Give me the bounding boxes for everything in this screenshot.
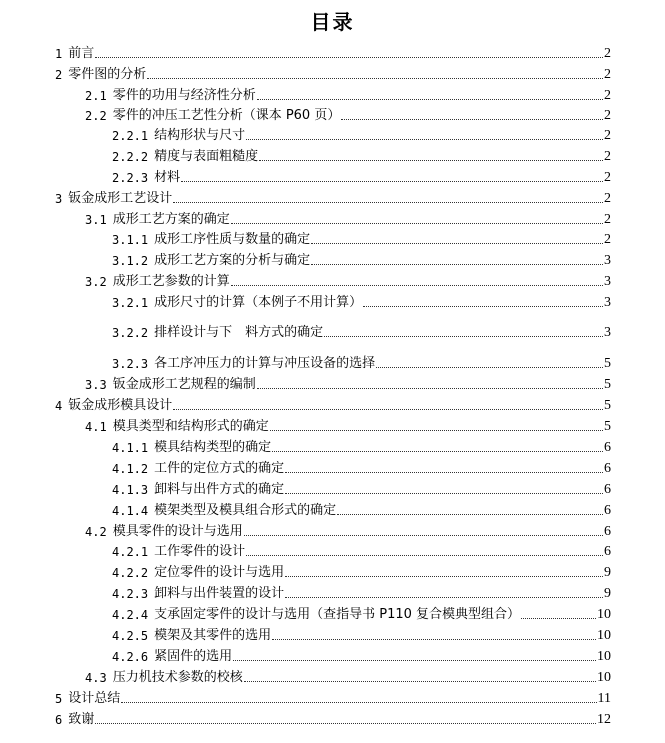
- toc-entry-label: 定位零件的设计与选用: [154, 565, 285, 580]
- toc-entry-label: 零件的功用与经济性分析: [112, 88, 256, 103]
- dot-leader: [233, 660, 596, 661]
- toc-entry[interactable]: [85, 415, 611, 435]
- toc-entry-page-number: 6: [604, 482, 611, 497]
- dot-leader: [376, 367, 603, 368]
- dot-leader: [147, 78, 603, 79]
- toc-entry-number: 3.2.1: [112, 296, 149, 310]
- toc-entry-page-number: 2: [604, 212, 611, 227]
- toc-entry-label: 零件的冲压工艺性分析（课本 P60 页）: [112, 108, 341, 123]
- toc-entry-page-number: 5: [604, 419, 611, 434]
- dot-leader: [324, 336, 603, 337]
- dot-leader: [95, 723, 596, 724]
- toc-entry-page-number: 9: [604, 565, 611, 580]
- toc-entry-number: 4.2: [85, 525, 107, 539]
- toc-entry[interactable]: [55, 708, 611, 728]
- toc-entry-label: 压力机技术参数的校核: [112, 670, 243, 685]
- toc-entry-number: 4.1.3: [112, 483, 149, 497]
- toc-entry-number: 2.2.1: [112, 129, 149, 143]
- toc-entry[interactable]: [112, 145, 611, 165]
- toc-entry-page-number: 12: [597, 712, 611, 727]
- toc-entry-number: 4.2.4: [112, 608, 149, 622]
- toc-entry-page-number: 10: [597, 607, 611, 622]
- toc-entry-label: 成形工艺方案的分析与确定: [154, 253, 311, 268]
- toc-entry-number: 4: [55, 399, 63, 413]
- toc-entry-label: 结构形状与尺寸: [154, 128, 246, 143]
- dot-leader: [257, 388, 603, 389]
- toc-entry-page-number: 3: [604, 274, 611, 289]
- toc-entry[interactable]: [85, 520, 611, 540]
- toc-entry-label: 成形工艺方案的确定: [112, 212, 230, 227]
- dot-leader: [173, 202, 603, 203]
- toc-entry[interactable]: [55, 394, 611, 414]
- toc-entry-label: 钣金成形模具设计: [68, 398, 173, 413]
- toc-entry-page-number: 2: [604, 67, 611, 82]
- toc-entry-label: 支承固定零件的设计与选用（查指导书 P110 复合模典型组合）: [154, 607, 521, 622]
- dot-leader: [257, 99, 603, 100]
- toc-entry-number: 6: [55, 713, 63, 727]
- toc-entry-page-number: 6: [604, 544, 611, 559]
- toc-entry-number: 4.2.3: [112, 587, 149, 601]
- toc-entry-label: 材料: [154, 170, 181, 185]
- toc-entry-label: 设计总结: [68, 691, 121, 706]
- toc-entry-label: 钣金成形工艺设计: [68, 191, 173, 206]
- toc-entry-page-number: 2: [604, 149, 611, 164]
- toc-entry-page-number: 10: [597, 649, 611, 664]
- toc-entry-number: 3: [55, 192, 63, 206]
- dot-leader: [246, 555, 603, 556]
- toc-entry-number: 5: [55, 692, 63, 706]
- toc-entry-number: 2.2.2: [112, 150, 149, 164]
- toc-entry-page-number: 6: [604, 524, 611, 539]
- page-title: 目录: [310, 10, 355, 34]
- toc-entry-number: 3.3: [85, 378, 107, 392]
- toc-entry-page-number: 6: [604, 461, 611, 476]
- toc-entry[interactable]: [85, 666, 611, 686]
- toc-entry-number: 2.1: [85, 89, 107, 103]
- toc-entry-number: 4.1.2: [112, 462, 149, 476]
- toc-entry[interactable]: [112, 228, 611, 248]
- toc-entry[interactable]: [55, 42, 611, 62]
- toc-entry-number: 4.1: [85, 420, 107, 434]
- toc-entry[interactable]: [112, 603, 611, 623]
- toc-entry-number: 4.2.5: [112, 629, 149, 643]
- dot-leader: [337, 514, 603, 515]
- toc-entry-label: 成形工序性质与数量的确定: [154, 232, 311, 247]
- toc-entry[interactable]: [85, 104, 611, 124]
- toc-entry[interactable]: [112, 582, 611, 602]
- dot-leader: [231, 285, 603, 286]
- dot-leader: [285, 576, 603, 577]
- dot-leader: [244, 681, 596, 682]
- toc-entry-page-number: 2: [604, 108, 611, 123]
- toc-entry[interactable]: [55, 63, 611, 83]
- toc-entry-number: 4.2.1: [112, 545, 149, 559]
- dot-leader: [272, 451, 603, 452]
- toc-entry-page-number: 9: [604, 586, 611, 601]
- toc-entry-page-number: 3: [604, 325, 611, 340]
- toc-entry[interactable]: [112, 249, 611, 269]
- toc-entry-page-number: 5: [604, 356, 611, 371]
- toc-entry-page-number: 10: [597, 670, 611, 685]
- toc-entry-page-number: 2: [604, 88, 611, 103]
- toc-entry-number: 4.1.1: [112, 441, 149, 455]
- toc-entry[interactable]: [85, 270, 611, 290]
- toc-entry[interactable]: [55, 687, 611, 707]
- toc-entry-page-number: 5: [604, 398, 611, 413]
- toc-entry-page-number: 3: [604, 295, 611, 310]
- dot-leader: [244, 535, 603, 536]
- toc-entry[interactable]: [112, 478, 611, 498]
- toc-entry-number: 2.2: [85, 109, 107, 123]
- dot-leader: [231, 223, 603, 224]
- toc-entry[interactable]: [112, 624, 611, 644]
- dot-leader: [311, 264, 603, 265]
- toc-entry-number: 2: [55, 68, 63, 82]
- toc-entry-page-number: 5: [604, 377, 611, 392]
- toc-entry-page-number: 10: [597, 628, 611, 643]
- dot-leader: [272, 639, 596, 640]
- toc-entry-label: 排样设计与下 料方式的确定: [154, 325, 324, 340]
- toc-entry-page-number: 2: [604, 46, 611, 61]
- toc-entry-label: 成形尺寸的计算（本例子不用计算）: [154, 295, 363, 310]
- dot-leader: [341, 119, 603, 120]
- toc-entry-label: 精度与表面粗糙度: [154, 149, 259, 164]
- toc-entry-number: 1: [55, 47, 63, 61]
- toc-entry-number: 3.1: [85, 213, 107, 227]
- toc-entry-label: 前言: [68, 46, 95, 61]
- toc-entry-page-number: 2: [604, 128, 611, 143]
- toc-entry-label: 致谢: [68, 712, 95, 727]
- toc-entry-page-number: 6: [604, 440, 611, 455]
- toc-entry-number: 4.2.6: [112, 650, 149, 664]
- dot-leader: [270, 430, 603, 431]
- toc-entry-label: 模架类型及模具组合形式的确定: [154, 503, 337, 518]
- toc-entry-label: 模具类型和结构形式的确定: [112, 419, 269, 434]
- toc-entry-number: 3.1.1: [112, 233, 149, 247]
- toc-entry[interactable]: [112, 166, 611, 186]
- dot-leader: [521, 618, 596, 619]
- toc-entry-number: 4.1.4: [112, 504, 149, 518]
- toc-entry[interactable]: [112, 645, 611, 665]
- toc-entry-page-number: 6: [604, 503, 611, 518]
- toc-entry-number: 2.2.3: [112, 171, 149, 185]
- toc-entry-label: 工件的定位方式的确定: [154, 461, 285, 476]
- toc-entry[interactable]: [85, 84, 611, 104]
- toc-entry-number: 3.1.2: [112, 254, 149, 268]
- dot-leader: [285, 493, 603, 494]
- dot-leader: [246, 139, 603, 140]
- toc-entry[interactable]: [112, 321, 611, 341]
- dot-leader: [285, 597, 603, 598]
- dot-leader: [363, 306, 603, 307]
- dot-leader: [181, 181, 603, 182]
- toc-entry[interactable]: [112, 352, 611, 372]
- toc-entry[interactable]: [112, 540, 611, 560]
- toc-entry[interactable]: [112, 436, 611, 456]
- dot-leader: [95, 57, 603, 58]
- toc-entry-label: 钣金成形工艺规程的编制: [112, 377, 256, 392]
- toc-entry-page-number: 3: [604, 253, 611, 268]
- toc-entry-number: 3.2.3: [112, 357, 149, 371]
- toc-entry[interactable]: [85, 208, 611, 228]
- toc-entry[interactable]: [112, 457, 611, 477]
- dot-leader: [173, 409, 603, 410]
- toc-entry[interactable]: [55, 187, 611, 207]
- toc-entry-label: 模架及其零件的选用: [154, 628, 272, 643]
- toc-entry-number: 4.3: [85, 671, 107, 685]
- toc-entry-page-number: 11: [597, 691, 611, 706]
- toc-entry[interactable]: [112, 291, 611, 311]
- toc-entry-number: 4.2.2: [112, 566, 149, 580]
- toc-entry-label: 模具零件的设计与选用: [112, 524, 243, 539]
- toc-entry-label: 模具结构类型的确定: [154, 440, 272, 455]
- dot-leader: [285, 472, 603, 473]
- toc-entry-number: 3.2.2: [112, 326, 149, 340]
- toc-entry-label: 紧固件的选用: [154, 649, 233, 664]
- dot-leader: [259, 160, 603, 161]
- toc-entry[interactable]: [112, 561, 611, 581]
- dot-leader: [121, 702, 596, 703]
- toc-entry[interactable]: [112, 499, 611, 519]
- toc-entry-label: 卸料与出件装置的设计: [154, 586, 285, 601]
- dot-leader: [311, 243, 603, 244]
- toc-entry-label: 成形工艺参数的计算: [112, 274, 230, 289]
- toc-entry-page-number: 2: [604, 191, 611, 206]
- toc-entry-page-number: 2: [604, 170, 611, 185]
- toc-entry-label: 工作零件的设计: [154, 544, 246, 559]
- toc-entry-page-number: 2: [604, 232, 611, 247]
- toc-entry[interactable]: [112, 124, 611, 144]
- toc-entry-label: 卸料与出件方式的确定: [154, 482, 285, 497]
- toc-entry-number: 3.2: [85, 275, 107, 289]
- toc-entry[interactable]: [85, 373, 611, 393]
- toc-entry-label: 各工序冲压力的计算与冲压设备的选择: [154, 356, 376, 371]
- toc-entry-label: 零件图的分析: [68, 67, 147, 82]
